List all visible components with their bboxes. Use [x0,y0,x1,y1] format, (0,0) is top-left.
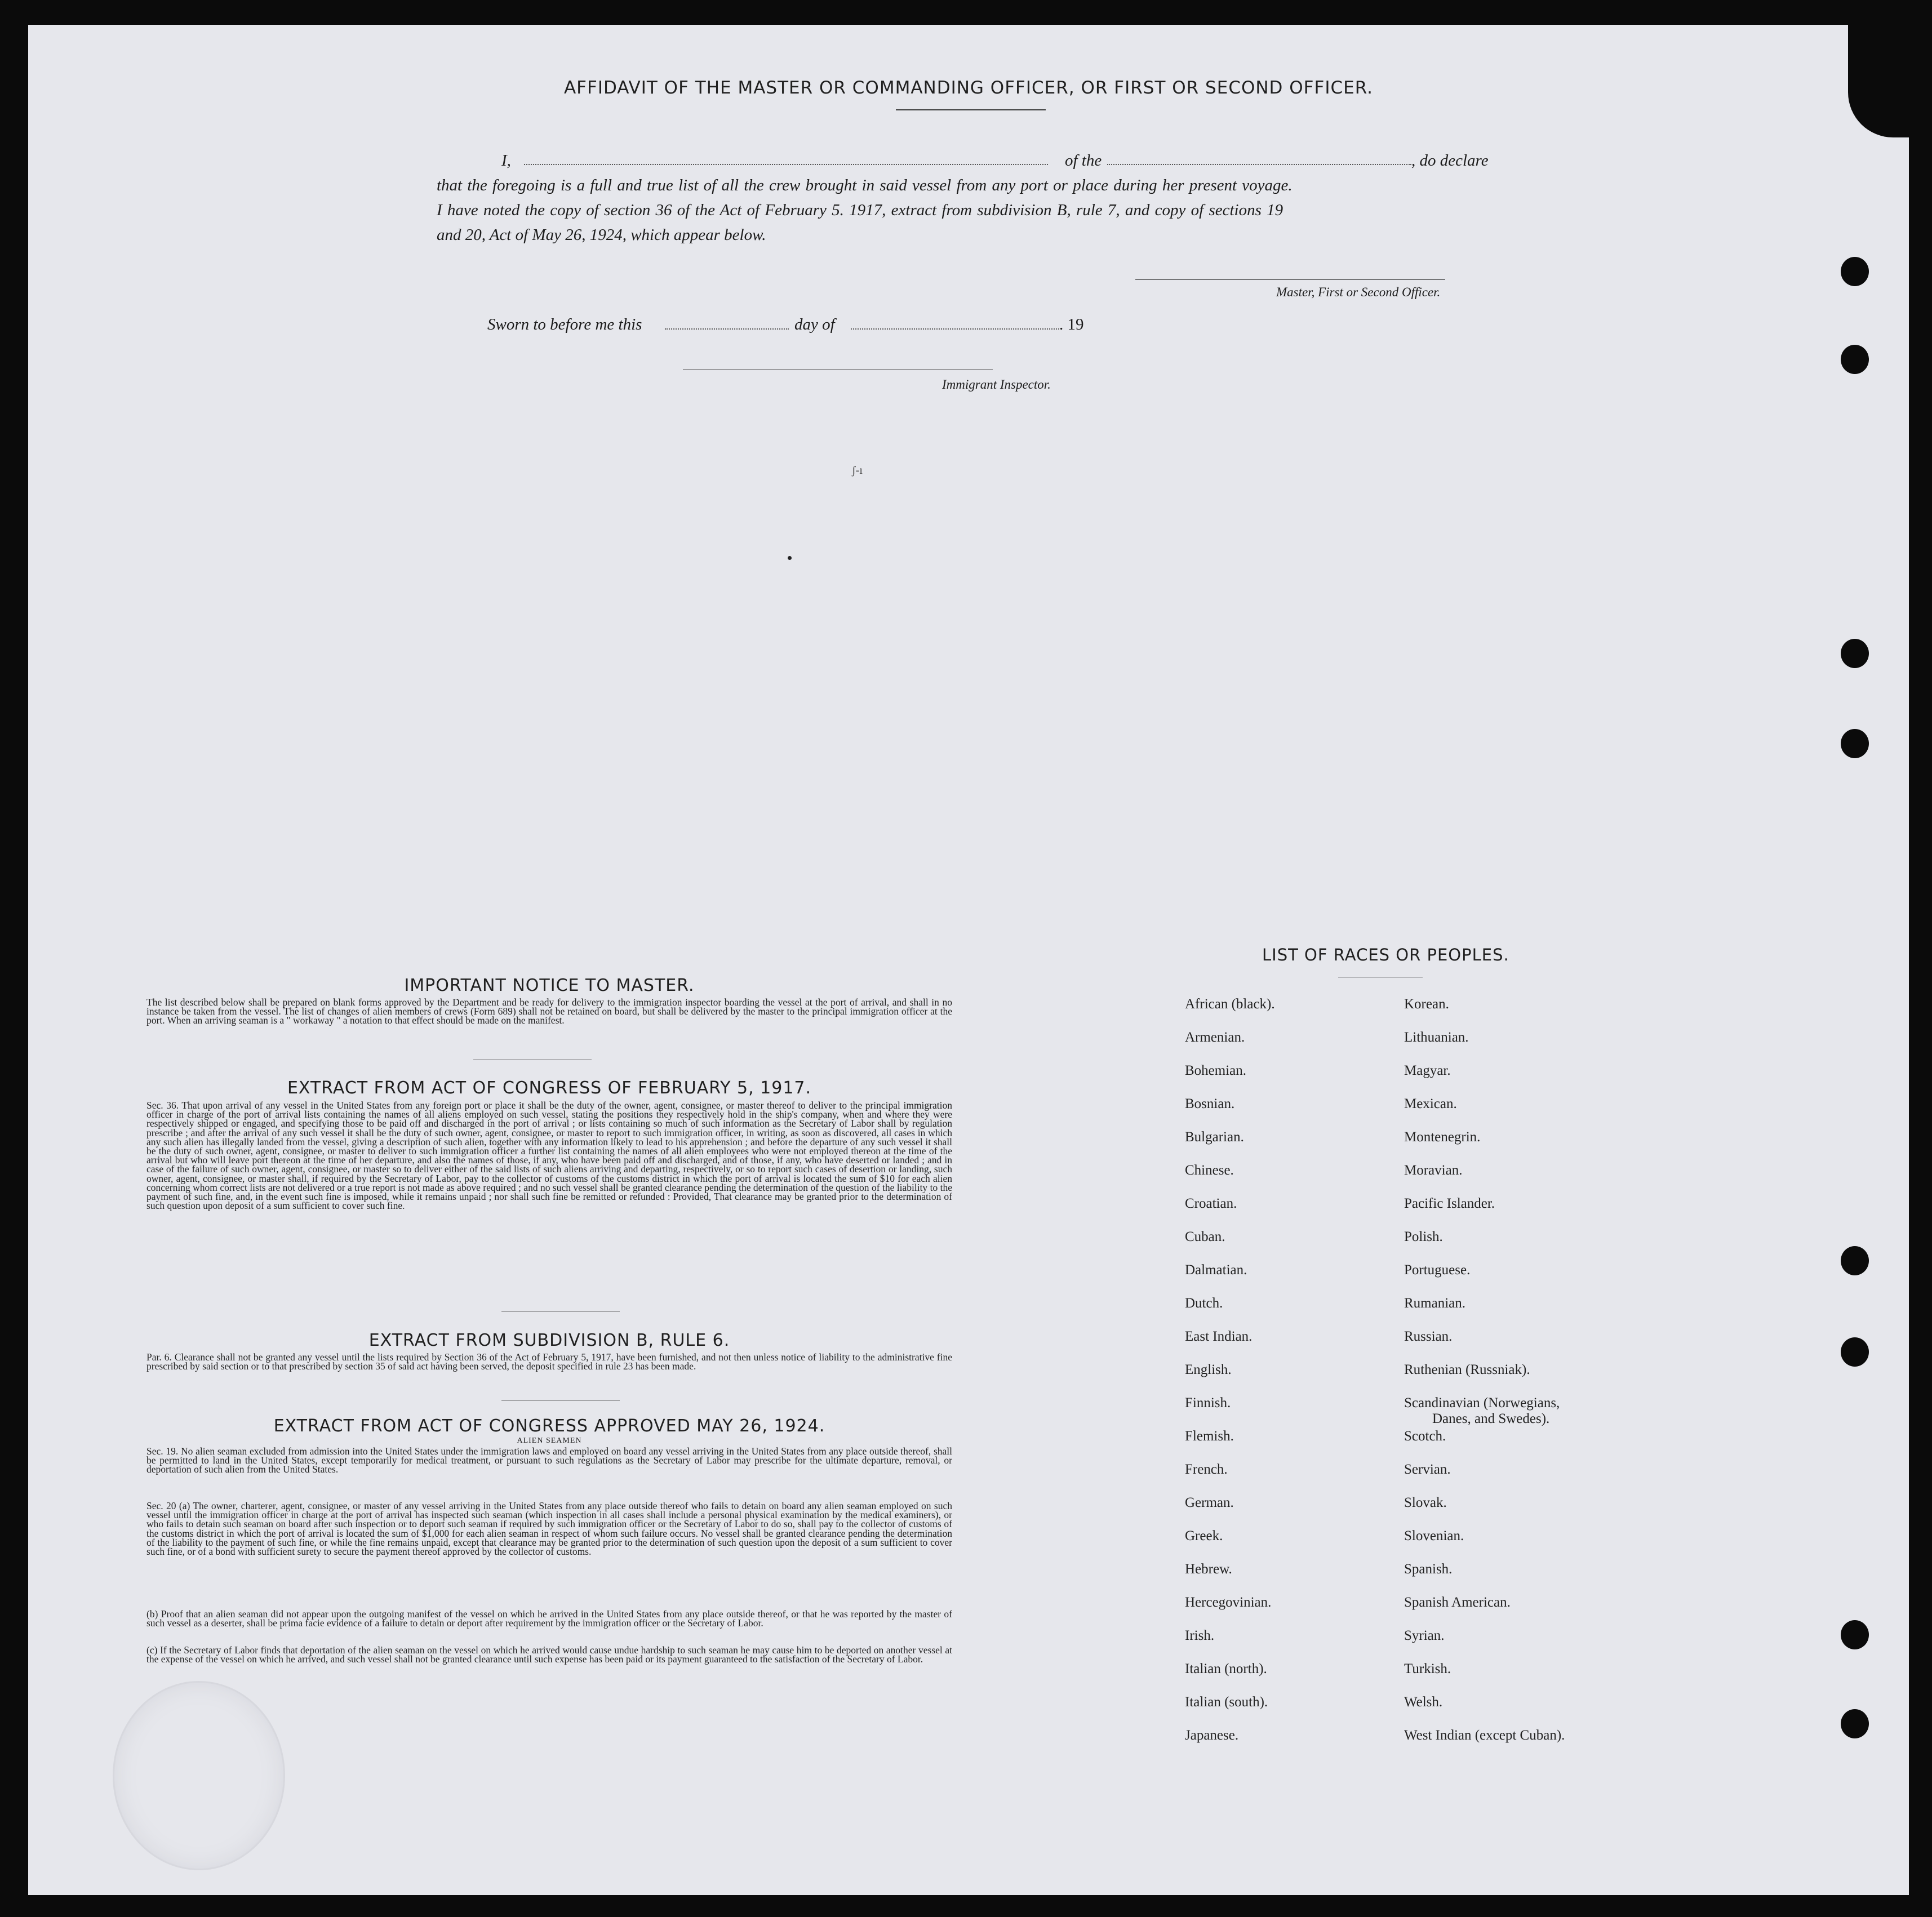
race-right-8: Portuguese. [1404,1262,1471,1278]
master-signature-line[interactable] [1135,279,1445,280]
race-left-9: Dutch. [1185,1296,1223,1311]
extract-1917-body: Sec. 36. That upon arrival of any vessel in the United States from any foreign port or place it shall be the duty of the owner, agent, consignee, or master thereof to deliver to the principal immigration officer in charge of the port of arrival lists containing the names of all aliens employed on such vessel, stating the positions they respectively hold in the ship's company, when and where they were respectively shipped or engaged, and specifying those to be paid off and discharged in the port of arrival ; or lists containing so much of such information as the Secretary of Labor shall by regulation prescribe ; and after the arrival of any such vessel it shall be the duty of such owner, agent, consignee, or master to report to such immigration officer, in writing, as soon as discovered, all cases in which any such alien has illegally landed from the vessel, giving a description of such alien, together with any information likely to lead to his apprehension ; and before the departure of any such vessel it shall be the duty of such owner, agent, consignee, or master to deliver to such immigration officer a further list containing the names of all alien employees who were not employed thereon at the time of the arrival but who will leave port thereon at the time of her departure, and also the names of those, if any, who have been paid off and discharged, and of those, if any, who have deserted or landed ; and in case of the failure of such owner, agent, consignee, or master so to deliver either of the said lists of such aliens arriving and departing, respectively, or so to report such cases of desertion or landing, such owner, agent, consignee, or master shall, if required by the Secretary of Labor, pay to the collector of customs of the customs district in which the port of arrival is located the sum of $10 for each alien concerning whom correct lists are not delivered or a true report is not made as above required ; and no such vessel shall be granted clearance pending the determination of the question of the liability to the payment of such fine, and, in the event such fine is imposed, while it remains unpaid ; nor shall such fine be remitted or refunded : Provided, That clearance may be granted prior to the determination of such question upon deposit of a sum sufficient to cover such fine. [146,1100,952,1212]
race-right-15: Slovak. [1404,1495,1447,1510]
race-right-16: Slovenian. [1404,1528,1464,1544]
race-left-18: Hercegovinian. [1185,1595,1272,1610]
race-left-14: French. [1185,1462,1228,1477]
race-right-19: Syrian. [1404,1628,1445,1643]
race-right-11: Ruthenian (Russniak). [1404,1362,1530,1377]
of-the-label: of the [1065,152,1102,170]
race-left-22: Japanese. [1185,1728,1239,1743]
race-right-1: Lithuanian. [1404,1030,1469,1045]
inspector-caption: Immigrant Inspector. [942,377,1051,392]
punch-hole [1841,639,1869,668]
extract-1924-section-20b: (b) Proof that an alien seaman did not appear upon the outgoing manifest of the vessel on which he arrived in the United States from any place outside thereof, or that he was reported by the master of such vessel as a deserter, shall be prima facie evidence of a failure to detain or deport after requirement by the immigration officer or the Secretary of Labor. [146,1608,952,1629]
affidavit-line-4: and 20, Act of May 26, 1924, which appear below. [437,226,766,244]
punch-hole [1841,345,1869,374]
race-left-7: Cuban. [1185,1229,1225,1244]
extract-1924-heading: EXTRACT FROM ACT OF CONGRESS APPROVED MAY 26, 1924. [273,1416,825,1436]
document-page [28,25,1909,1895]
master-caption: Master, First or Second Officer. [1276,285,1441,299]
race-right-12-cont: Danes, and Swedes). [1432,1411,1550,1426]
race-right-14: Servian. [1404,1462,1451,1477]
punch-hole [1841,257,1869,286]
race-left-4: Bulgarian. [1185,1129,1244,1145]
race-right-7: Polish. [1404,1229,1443,1244]
punch-hole [1841,729,1869,758]
ink-dot [788,556,792,560]
notice-heading: IMPORTANT NOTICE TO MASTER. [404,976,695,995]
race-right-0: Korean. [1404,997,1449,1012]
stray-mark: ʃ-ı [852,464,863,477]
extract-rule-heading: EXTRACT FROM SUBDIVISION B, RULE 6. [368,1331,730,1350]
punch-hole [1841,1620,1869,1649]
race-right-9: Rumanian. [1404,1296,1466,1311]
race-right-18: Spanish American. [1404,1595,1511,1610]
race-left-21: Italian (south). [1185,1694,1268,1710]
extract-1917-heading: EXTRACT FROM ACT OF CONGRESS OF FEBRUARY 5, 1917. [287,1078,812,1098]
year-label: . 19 [1059,315,1084,333]
day-of-label: day of [794,315,835,333]
do-declare-label: , do declare [1411,152,1489,170]
race-right-13: Scotch. [1404,1429,1446,1444]
embossed-seal [113,1681,285,1870]
race-left-3: Bosnian. [1185,1096,1235,1111]
notice-body: The list described below shall be prepared on blank forms approved by the Department and be ready for delivery to the immigration inspector boarding the vessel at the port of arrival, and shall in no instance be taken from the vessel. The list of changes of alien members of crews (Form 689) shall not be retained on board, but shall be delivered by the master to the principal immigration officer at the port. When an arriving seaman is a " workaway " a notation to that effect should be made on the manifest. [146,997,952,1026]
race-right-5: Moravian. [1404,1163,1463,1178]
race-right-17: Spanish. [1404,1562,1453,1577]
extract-1924-subheading: ALIEN SEAMEN [517,1436,582,1445]
extract-1924-section-20c: (c) If the Secretary of Labor finds that deportation of the alien seaman on the vessel on which he arrived would cause undue hardship to such seaman he may cause him to be deported on another vessel at the expense of the vessel on which he arrived, and such vessel shall not be granted clearance until such expense has been paid or its payment guaranteed to the satisfaction of the Secretary of Labor. [146,1644,952,1665]
sworn-label: Sworn to before me this [487,315,642,333]
race-right-10: Russian. [1404,1329,1453,1344]
name-blank[interactable] [524,164,1048,165]
race-left-10: East Indian. [1185,1329,1253,1344]
vessel-blank[interactable] [1107,164,1411,165]
race-left-15: German. [1185,1495,1234,1510]
race-right-6: Pacific Islander. [1404,1196,1495,1211]
affidavit-heading: AFFIDAVIT OF THE MASTER OR COMMANDING OFFICER, OR FIRST OR SECOND OFFICER. [563,78,1374,98]
torn-corner [1848,25,1909,137]
affidavit-line-3: I have noted the copy of section 36 of the Act of February 5. 1917, extract from subdivision B, rule 7, and copy of sections 19 [437,201,1283,219]
race-left-8: Dalmatian. [1185,1262,1247,1278]
race-right-3: Mexican. [1404,1096,1457,1111]
race-left-13: Flemish. [1185,1429,1234,1444]
race-left-19: Irish. [1185,1628,1215,1643]
race-left-6: Croatian. [1185,1196,1237,1211]
race-left-11: English. [1185,1362,1232,1377]
race-left-16: Greek. [1185,1528,1223,1544]
extract-1924-section-20a: Sec. 20 (a) The owner, charterer, agent, consignee, or master of any vessel arriving in the United States from any place outside thereof who fails to detain on board any alien seaman employed on such vessel until the immigration officer in charge at the port of arrival has inspected such seaman (which inspection in all cases shall include a personal physical examination by the medical examiners), or who fails to detain such seaman on board after such inspection or to deport such seaman if required by such immigration officer or the Secretary of Labor to do so, shall pay to the collector of customs of the customs district in which the port of arrival is located the sum of $1,000 for each alien seaman in respect of whom such failure occurs. No vessel shall be granted clearance pending the determination of the liability to the payment of such fine, or while the fine remains unpaid, except that clearance may be granted prior to the determination of such question upon the deposit of a sum sufficient to cover such fine, or of a bond with sufficient surety to secure the payment thereof approved by the collector of customs. [146,1500,952,1558]
race-right-4: Montenegrin. [1404,1129,1481,1145]
race-right-2: Magyar. [1404,1063,1451,1078]
race-left-17: Hebrew. [1185,1562,1232,1577]
race-left-12: Finnish. [1185,1395,1231,1411]
race-right-22: West Indian (except Cuban). [1404,1728,1565,1743]
race-left-20: Italian (north). [1185,1661,1267,1676]
punch-hole [1841,1246,1869,1275]
day-blank[interactable] [665,328,789,330]
race-left-0: African (black). [1185,997,1275,1012]
race-left-2: Bohemian. [1185,1063,1247,1078]
race-left-1: Armenian. [1185,1030,1245,1045]
punch-hole [1841,1337,1869,1367]
punch-hole [1841,1709,1869,1738]
extract-rule-body: Par. 6. Clearance shall not be granted any vessel until the lists required by Section 36 of the Act of February 5, 1917, have been furnished, and not then unless notice of liability to the administrative fine prescribed by said section or to that prescribed by section 35 of said act having been served, the deposit specified in rule 23 has been made. [146,1351,952,1372]
race-left-5: Chinese. [1185,1163,1234,1178]
race-right-12: Scandinavian (Norwegians, [1404,1395,1560,1411]
race-right-20: Turkish. [1404,1661,1451,1676]
month-blank[interactable] [851,328,1059,330]
heading-rule [896,109,1046,110]
race-right-21: Welsh. [1404,1694,1443,1710]
affidavit-line-2: that the foregoing is a full and true list of all the crew brought in said vessel from any port or place during her present voyage. [437,176,1293,194]
extract-1924-section-19: Sec. 19. No alien seaman excluded from admission into the United States under the immigration laws and employed on board any vessel arriving in the United States from any place outside thereof, shall be permitted to land in the United States, except temporarily for medical treatment, or pursuant to such regulations as the Secretary of Labor may prescribe for the ultimate departure, removal, or deportation of such alien from the United States. [146,1445,952,1475]
affidavit-i-label: I, [501,152,511,170]
races-heading: LIST OF RACES OR PEOPLES. [1262,945,1509,964]
